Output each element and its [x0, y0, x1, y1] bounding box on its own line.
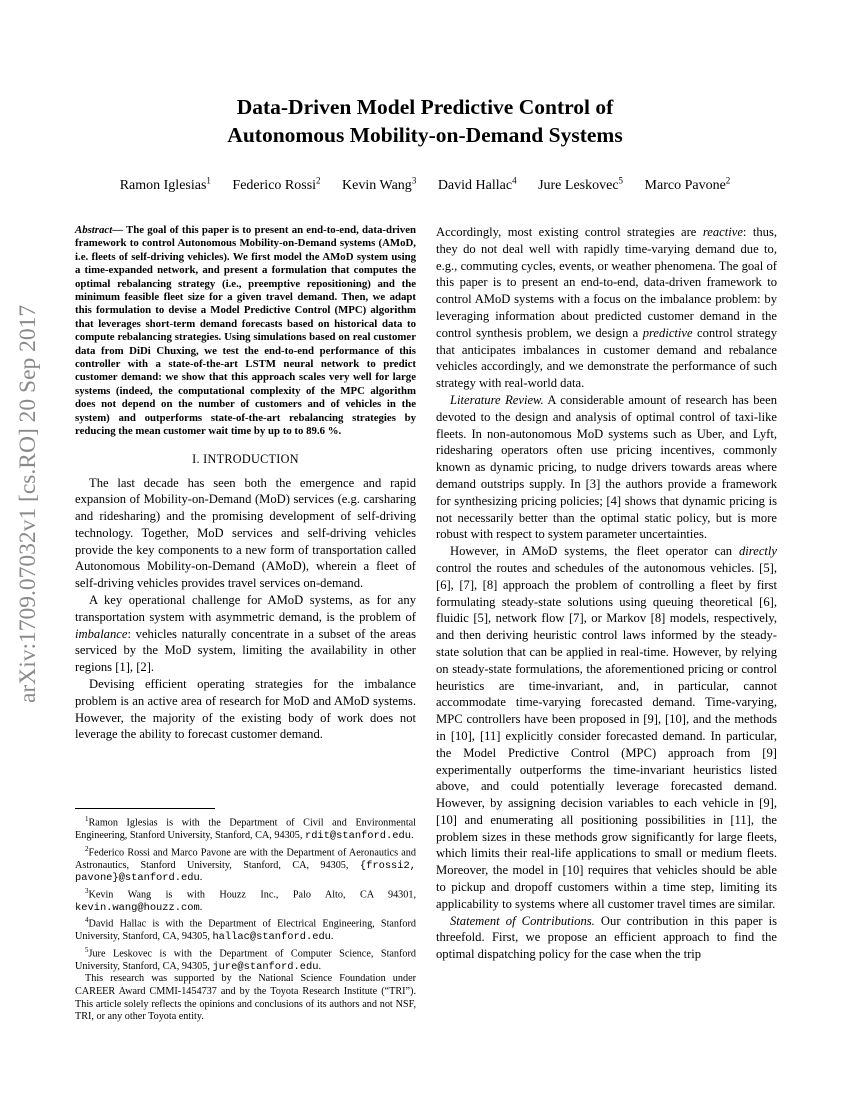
run-in-heading: Statement of Contributions. — [450, 913, 595, 928]
footnote: $^1$Ramon Iglesias is with the Department of Civil and Environmental Engineering, Stanford University, Stanford, CA, 94305, rdit@stanford.edu. — [75, 815, 416, 842]
paragraph: However, in AMoD systems, the fleet operator can directly control the routes and schedules of the autonomous vehicles. [5], [6], [7], [8] approach the problem of controlling a fleet by first formulating steady-state solutions using queuing theoretical [6], fluidic [5], network flow [7], or Markov [8] models, respectively, and then deriving heuristic control laws informed by the steady-state solution that can be applied in real-time. However, by relying on steady-state formulations, the aforementioned pricing or control heuristics are time-invariant, and, in particular, cannot accommodate time-varying forecasted demand. Time-varying, MPC controllers have been proposed in [9], [10], and the methods in [10], [11] explicitly consider forecasted demand. In particular, the Model Predictive Control (MPC) approach from [9] experimentally outperforms the time-invariant heuristics listed above, and could potentially leverage forecasted demand. However, by assigning decision variables to each vehicle in [9], [10] and enumerating all positioning possibilities in [11], the problem sizes in these methods grow significantly for large fleets, which limits their real-life applications to small or medium fleets. Moreover, the model in [10] requires that vehicles should be able to pickup and dropoff customers within a time step, limiting its applicability to systems where all customer travel times are similar. — [436, 544, 777, 911]
funding-note: This research was supported by the National Science Foundation under CAREER Award CMMI-1454737 and by the Toyota Research Institute (“TRI”). This article solely reflects the opinions and conclusions of its authors and not NSF, TRI, or any other Toyota entity. — [75, 973, 416, 1023]
author: Jure Leskovec$^5$ — [538, 175, 624, 193]
footnote: $^4$David Hallac is with the Department of Electrical Engineering, Stanford University, Stanford, CA, 94305, hallac@stanford.edu. — [75, 916, 416, 944]
author: Kevin Wang$^3$ — [342, 175, 417, 193]
footnote: $^2$Federico Rossi and Marco Pavone are with the Department of Aeronautics and Astronautics, Stanford University, Stanford, CA, 94305, {frossi2, pavone}@stanford.edu. — [75, 844, 416, 885]
paragraph-literature-review: Literature Review. A considerable amount of research has been devoted to the design and analysis of optimal control of taxi-like fleets. In non-autonomous MoD systems such as Uber, and Lyft, ridesharing operators often use pricing incentives, commonly known as dynamic pricing, to nudge drivers towards areas where demand outstrips supply. In [3] the authors provide a framework for synthesizing pricing policies; [4] shows that dynamic pricing is not necessarily better than the optimal static policy, but is more robust with respect to system parameter uncertainties. — [436, 392, 777, 542]
abstract-heading: Abstract — [75, 224, 113, 236]
run-in-heading: Literature Review. — [450, 392, 544, 407]
footnote: $^5$Jure Leskovec is with the Department of Computer Science, Stanford University, Stanford, CA, 94305, jure@stanford.edu. — [75, 945, 416, 973]
left-column — [75, 224, 416, 743]
footnotes — [75, 813, 416, 1024]
author: Federico Rossi$^2$ — [232, 175, 321, 193]
email-link[interactable]: jure@stanford.edu — [212, 960, 319, 973]
email-link[interactable]: {frossi2, pavone}@stanford.edu — [75, 859, 416, 885]
email-link[interactable]: kevin.wang@houzz.com — [75, 901, 200, 914]
author: Marco Pavone$^2$ — [644, 175, 731, 193]
arxiv-identifier-stamp: arXiv:1709.07032v1 [cs.RO] 20 Sep 2017 — [15, 304, 41, 703]
paragraph: A key operational challenge for AMoD systems, as for any transportation system with asymmetric demand, is the problem of imbalance: vehicles naturally concentrate in a subset of the areas serviced by the MoD system, limiting the availability in other regions [1], [2]. — [75, 593, 416, 675]
footnote: $^3$Kevin Wang is with Houzz Inc., Palo Alto, CA 94301, kevin.wang@houzz.com. — [75, 886, 416, 914]
title-line-2: Autonomous Mobility-on-Demand Systems — [227, 123, 623, 147]
author: Ramon Iglesias$^1$ — [119, 175, 211, 193]
abstract-text: The goal of this paper is to present an end-to-end, data-driven framework to control Autonomous Mobility-on-Demand systems (AMoD, i.e. fleets of self-driving vehicles). We first model the AMoD system using a time-expanded network, and present a formulation that computes the optimal rebalancing strategy (i.e., preemptive repositioning) and the minimum feasible fleet size for a given travel demand. Then, we adapt this formulation to devise a Model Predictive Control (MPC) algorithm that leverages short-term demand forecasts based on historical data to compute rebalancing strategies. Using simulations based on real customer data from DiDi Chuxing, we test the end-to-end performance of this controller with a state-of-the-art LSTM neural network to predict customer demand: we show that this approach scales very well for large systems (indeed, the computational complexity of the MPC algorithm does not depend on the number of customers and of vehicles in the system) and outperforms state-of-the-art rebalancing strategies by reducing the mean customer wait time by up to to 89.6 %. — [75, 224, 416, 438]
email-link[interactable]: hallac@stanford.edu — [212, 931, 331, 944]
abstract: Abstract— The goal of this paper is to present an end-to-end, data-driven framework to control Autonomous Mobility-on-Demand systems (AMoD, i.e. fleets of self-driving vehicles). We first model the AMoD system using a time-expanded network, and present a formulation that computes the optimal rebalancing strategy (i.e., preemptive repositioning) and the minimum feasible fleet size for a given travel demand. Then, we adapt this formulation to devise a Model Predictive Control (MPC) algorithm that leverages short-term demand forecasts based on historical data to compute rebalancing strategies. Using simulations based on real customer data from DiDi Chuxing, we test the end-to-end performance of this controller with a state-of-the-art LSTM neural network to predict customer demand: we show that this approach scales very well for large systems (indeed, the computational complexity of the MPC algorithm does not depend on the number of customers and of vehicles in the system) and outperforms state-of-the-art rebalancing strategies by reducing the mean customer wait time by up to to 89.6 %. — [75, 224, 416, 438]
paragraph: Accordingly, most existing control strategies are reactive: thus, they do not deal well with rapidly time-varying demand due to, e.g., commuting cycles, events, or weather phenomena. The goal of this paper is to present an end-to-end, data-driven framework to control AMoD systems with a focus on the imbalance problem: by leveraging information about predicted customer demand in the control synthesis problem, we design a predictive control strategy that anticipates imbalances in customer demand and rebalance vehicles accordingly, and we demonstrate the performance of such strategy with real-world data. — [436, 225, 777, 391]
paragraph-contributions: Statement of Contributions. Our contribution in this paper is threefold. First, we propose an efficient approach to find the optimal dispatching policy for the case when the trip — [436, 913, 777, 962]
footnote-divider — [75, 808, 215, 809]
email-link[interactable]: rdit@stanford.edu — [304, 829, 411, 842]
paragraph: Devising efficient operating strategies for the imbalance problem is an active area of research for MoD and AMoD systems. However, the majority of the existing body of work does not leverage the ability to forecast customer demand. — [75, 677, 416, 742]
section-heading-introduction: I. INTRODUCTION — [192, 451, 299, 466]
paper-title — [0, 93, 850, 149]
author: David Hallac$^4$ — [437, 175, 517, 193]
right-column — [436, 224, 777, 963]
author-list — [0, 175, 850, 194]
title-line-1: Data-Driven Model Predictive Control of — [236, 95, 614, 119]
paragraph: The last decade has seen both the emergence and rapid expansion of Mobility-on-Demand (MoD) services (e.g. carsharing and ridesharing) and the promising development of self-driving technology. Together, MoD services and self-driving vehicles provide the key components to a new form of transportation called Autonomous Mobility-on-Demand (AMoD), wherein a fleet of self-driving vehicles provides travel services on-demand. — [75, 475, 416, 591]
